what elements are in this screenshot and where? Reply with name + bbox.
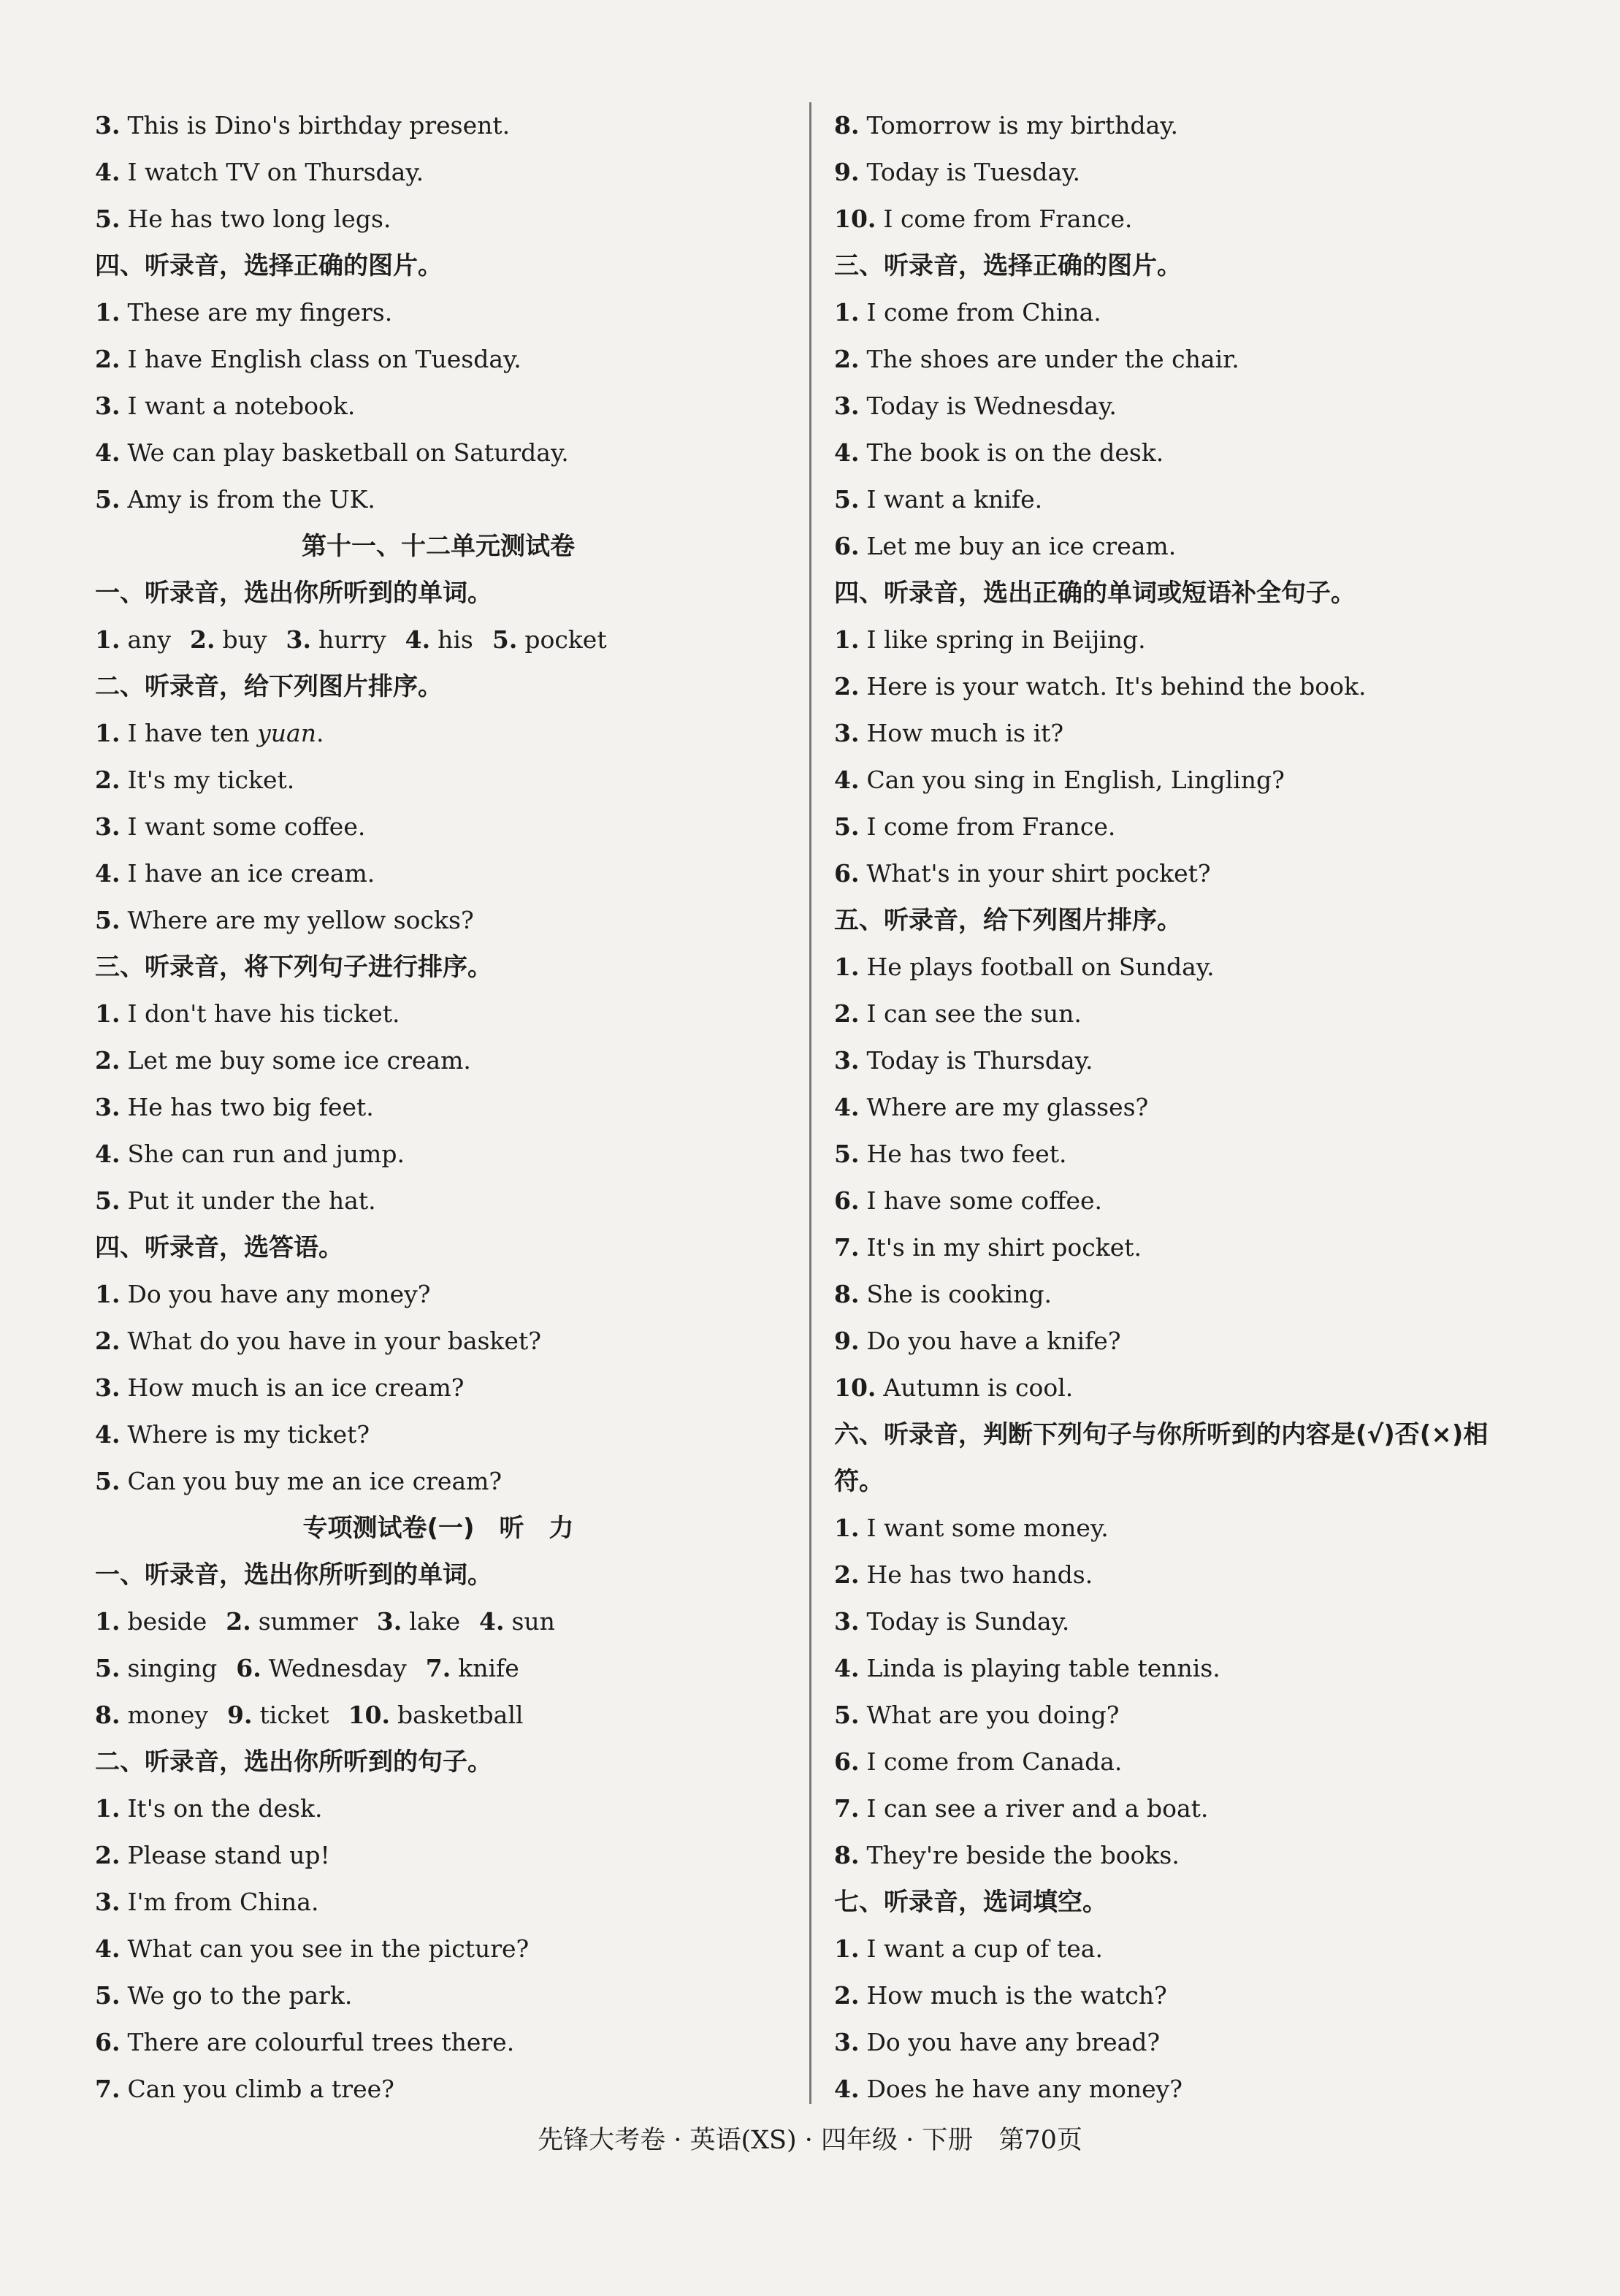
- item-text: Let me buy an ice cream.: [866, 532, 1177, 560]
- item-text: I can see a river and a boat.: [866, 1794, 1209, 1823]
- item-text: I watch TV on Thursday.: [127, 158, 424, 186]
- item-text: Wednesday: [268, 1654, 407, 1682]
- item-number: 5.: [95, 205, 121, 233]
- item-text: She can run and jump.: [127, 1140, 405, 1168]
- item-text: singing: [127, 1654, 218, 1682]
- list-item: [834, 2019, 1535, 2066]
- list-item: [834, 1552, 1535, 1598]
- list-item: [834, 196, 1535, 243]
- list-item: [834, 1037, 1535, 1084]
- list-item: [95, 1318, 782, 1365]
- left-block-2: [95, 289, 782, 523]
- section-heading: 四、听录音，选答语。: [95, 1233, 343, 1262]
- item-text: I'm from China.: [127, 1888, 319, 1916]
- list-item: [834, 757, 1535, 804]
- list-item: [834, 710, 1535, 757]
- word-item: [377, 1607, 460, 1636]
- item-text: Do you have a knife?: [866, 1327, 1121, 1355]
- item-number: 1.: [95, 298, 121, 327]
- word-item: [286, 625, 386, 654]
- list-item: [95, 2066, 782, 2113]
- item-number: 6.: [834, 1747, 860, 1776]
- item-text: I want a knife.: [866, 485, 1043, 514]
- list-item: [834, 1692, 1535, 1739]
- list-item: [834, 1318, 1535, 1365]
- item-number: 6.: [834, 1186, 860, 1215]
- right-block-4: [834, 944, 1535, 1411]
- item-number: 6.: [834, 859, 860, 888]
- item-text: I have an ice cream.: [127, 859, 375, 888]
- item-text: Can you sing in English, Lingling?: [866, 766, 1285, 794]
- unit-test-title: 第十一、十二单元测试卷: [302, 532, 575, 561]
- left-block-4: [95, 991, 782, 1224]
- item-text: We go to the park.: [127, 1981, 353, 2010]
- item-number: 5.: [95, 906, 121, 934]
- item-text: I don't have his ticket.: [127, 999, 400, 1028]
- item-text: Can you climb a tree?: [127, 2075, 394, 2103]
- item-number: 3.: [834, 2028, 860, 2056]
- item-text: What do you have in your basket?: [127, 1327, 541, 1355]
- item-text: Tomorrow is my birthday.: [866, 111, 1179, 140]
- item-text: The book is on the desk.: [866, 438, 1164, 467]
- item-text: Does he have any money?: [866, 2075, 1182, 2103]
- word-item: [479, 1607, 555, 1636]
- list-item: [834, 663, 1535, 710]
- item-text: I have ten: [127, 719, 250, 747]
- item-text: They're beside the books.: [866, 1841, 1180, 1869]
- list-item: [95, 1411, 782, 1458]
- item-number: 5.: [95, 1186, 121, 1215]
- list-item: [834, 1178, 1535, 1224]
- word-row: [95, 1598, 782, 1645]
- list-item: [95, 149, 782, 196]
- item-number: 5.: [834, 1140, 860, 1168]
- section-heading: 四、听录音，选择正确的图片。: [95, 251, 443, 281]
- item-number: 5.: [834, 812, 860, 841]
- item-number: 9.: [834, 158, 860, 186]
- item-number: 3.: [95, 1373, 121, 1402]
- item-text: buy: [222, 625, 267, 654]
- list-item: [834, 430, 1535, 476]
- item-number: 2.: [95, 1046, 121, 1075]
- list-item: [95, 102, 782, 149]
- word-item: [95, 1607, 207, 1636]
- item-number: 3.: [286, 625, 311, 654]
- list-item: [834, 336, 1535, 383]
- item-text: Linda is playing table tennis.: [866, 1654, 1220, 1682]
- word-item: [227, 1701, 329, 1729]
- item-number: 4.: [95, 1934, 121, 1963]
- item-text: money: [127, 1701, 209, 1729]
- list-item: [834, 617, 1535, 663]
- item-number: 4.: [834, 766, 860, 794]
- item-text: What can you see in the picture?: [127, 1934, 530, 1963]
- section-heading: 二、听录音，选出你所听到的句子。: [95, 1747, 492, 1777]
- item-number: 6.: [834, 532, 860, 560]
- item-text: I want a notebook.: [127, 392, 356, 420]
- item-number: 8.: [834, 1280, 860, 1308]
- item-text: summer: [258, 1607, 358, 1636]
- item-text: I come from China.: [866, 298, 1101, 327]
- item-number: 3.: [95, 392, 121, 420]
- item-number: 1.: [834, 298, 860, 327]
- item-text: I come from France.: [866, 812, 1116, 841]
- item-text: Here is your watch. It's behind the book.: [866, 672, 1367, 701]
- item-number: 7.: [834, 1794, 860, 1823]
- list-item: [834, 149, 1535, 196]
- list-item: [834, 289, 1535, 336]
- item-number: 5.: [834, 1701, 860, 1729]
- item-text: Where are my glasses?: [866, 1093, 1149, 1121]
- section-heading: 二、听录音，给下列图片排序。: [95, 672, 443, 701]
- item-text: Today is Thursday.: [866, 1046, 1093, 1075]
- list-item: [95, 897, 782, 944]
- list-item: [95, 1972, 782, 2019]
- item-text: He has two hands.: [866, 1560, 1093, 1589]
- list-item: [95, 850, 782, 897]
- item-text: Do you have any money?: [127, 1280, 431, 1308]
- item-text: I come from Canada.: [866, 1747, 1123, 1776]
- list-item: [834, 2066, 1535, 2113]
- item-number: 2.: [95, 766, 121, 794]
- right-block-1: [834, 102, 1535, 243]
- item-text: sun: [511, 1607, 555, 1636]
- item-number: 5.: [95, 485, 121, 514]
- item-text-italic: yuan: [257, 719, 316, 747]
- section-heading: 三、听录音，将下列句子进行排序。: [95, 953, 492, 982]
- item-text: hurry: [318, 625, 386, 654]
- special-test-title: 专项测试卷(一) 听 力: [302, 1514, 574, 1543]
- item-number: 4.: [834, 1093, 860, 1121]
- item-number: 5.: [95, 1981, 121, 2010]
- list-item: [95, 2019, 782, 2066]
- section-heading: 三、听录音，选择正确的图片。: [834, 251, 1182, 281]
- item-text: I have some coffee.: [866, 1186, 1103, 1215]
- item-number: 10.: [834, 205, 876, 233]
- list-item: [834, 1832, 1535, 1879]
- right-block-5: [834, 1505, 1535, 1879]
- item-number: 4.: [95, 859, 121, 888]
- section-heading: 六、听录音，判断下列句子与你所听到的内容是(√)否(×)相符。: [834, 1420, 1489, 1496]
- item-text: Can you buy me an ice cream?: [127, 1467, 503, 1495]
- item-number: 7.: [95, 2075, 121, 2103]
- item-text: Today is Sunday.: [866, 1607, 1070, 1636]
- left-block-3: [95, 757, 782, 944]
- list-item: [834, 1084, 1535, 1131]
- item-text: beside: [127, 1607, 207, 1636]
- word-item: [236, 1654, 407, 1682]
- list-item: [95, 1178, 782, 1224]
- item-text: There are colourful trees there.: [127, 2028, 515, 2056]
- item-text: It's in my shirt pocket.: [866, 1233, 1142, 1262]
- item-number: 2.: [834, 345, 860, 373]
- item-text: How much is an ice cream?: [127, 1373, 465, 1402]
- right-block-3: [834, 617, 1535, 897]
- item-text: These are my fingers.: [127, 298, 393, 327]
- section-heading: 七、听录音，选词填空。: [834, 1888, 1107, 1917]
- item-text: He has two big feet.: [127, 1093, 374, 1121]
- item-text: This is Dino's birthday present.: [127, 111, 511, 140]
- list-item: [834, 850, 1535, 897]
- item-number: 5.: [492, 625, 518, 654]
- section-heading: 一、听录音，选出你所听到的单词。: [95, 1560, 492, 1590]
- list-item: [95, 1785, 782, 1832]
- item-number: 3.: [95, 1888, 121, 1916]
- item-number: 8.: [834, 1841, 860, 1869]
- item-number: 1.: [95, 1607, 121, 1636]
- item-text: lake: [409, 1607, 460, 1636]
- item-number: 1.: [834, 1514, 860, 1542]
- item-number: 9.: [834, 1327, 860, 1355]
- section-heading: 四、听录音，选出正确的单词或短语补全句子。: [834, 579, 1356, 608]
- left-block-6: [95, 1785, 782, 2113]
- item-number: 1.: [834, 953, 860, 981]
- item-number: 6.: [95, 2028, 121, 2056]
- item-number: 8.: [95, 1701, 121, 1729]
- item-text: Today is Tuesday.: [866, 158, 1080, 186]
- item-number: 3.: [95, 812, 121, 841]
- item-number: 3.: [834, 719, 860, 747]
- item-number: 5.: [834, 485, 860, 514]
- list-item: [834, 944, 1535, 991]
- list-item: [95, 1037, 782, 1084]
- item-number: 2.: [834, 1560, 860, 1589]
- item-number: 1.: [95, 1794, 121, 1823]
- list-item: [95, 1365, 782, 1411]
- list-item: [834, 383, 1535, 430]
- right-column: [834, 102, 1535, 2113]
- right-block-2: [834, 289, 1535, 570]
- word-item: [95, 1701, 208, 1729]
- list-item: [95, 1926, 782, 1972]
- item-text: I come from France.: [883, 205, 1133, 233]
- word-item: [95, 1654, 217, 1682]
- list-item: [95, 383, 782, 430]
- item-text: How much is the watch?: [866, 1981, 1167, 2010]
- list-item: [95, 1832, 782, 1879]
- list-item: [95, 1271, 782, 1318]
- list-item: [95, 1084, 782, 1131]
- item-number: 4.: [834, 438, 860, 467]
- item-number: 5.: [95, 1654, 121, 1682]
- item-text: ticket: [259, 1701, 329, 1729]
- left-block-5: [95, 1271, 782, 1505]
- item-text: She is cooking.: [866, 1280, 1052, 1308]
- list-item: [834, 1598, 1535, 1645]
- item-text: What are you doing?: [866, 1701, 1120, 1729]
- item-text: I want some coffee.: [127, 812, 366, 841]
- list-item: [95, 336, 782, 383]
- list-item: [834, 1131, 1535, 1178]
- item-text: He has two long legs.: [127, 205, 391, 233]
- item-text: Do you have any bread?: [866, 2028, 1161, 2056]
- list-item: [834, 804, 1535, 850]
- list-item: [834, 1505, 1535, 1552]
- word-item: [426, 1654, 519, 1682]
- word-item: [492, 625, 607, 654]
- item-text: Where is my ticket?: [127, 1420, 370, 1449]
- item-number: 2.: [834, 672, 860, 701]
- list-item: [95, 430, 782, 476]
- item-text: Autumn is cool.: [883, 1373, 1074, 1402]
- list-item: [834, 1926, 1535, 1972]
- word-row: [95, 1692, 782, 1739]
- item-number: 5.: [95, 1467, 121, 1495]
- list-item: [834, 1739, 1535, 1785]
- item-text: He has two feet.: [866, 1140, 1067, 1168]
- item-number: 9.: [227, 1701, 253, 1729]
- item-number: 1.: [95, 719, 121, 747]
- item-text: pocket: [524, 625, 607, 654]
- item-text: I can see the sun.: [866, 999, 1082, 1028]
- item-number: 3.: [834, 392, 860, 420]
- item-number: 4.: [95, 1420, 121, 1449]
- item-text: I have English class on Tuesday.: [127, 345, 521, 373]
- item-number: 3.: [95, 111, 121, 140]
- item-text: I want a cup of tea.: [866, 1934, 1103, 1963]
- item-text: We can play basketball on Saturday.: [127, 438, 569, 467]
- word-item: [348, 1701, 524, 1729]
- item-number: 4.: [834, 1654, 860, 1682]
- list-item: [834, 1271, 1535, 1318]
- item-text: Amy is from the UK.: [127, 485, 375, 514]
- left-column: [95, 102, 782, 2113]
- word-item: [190, 625, 267, 654]
- item-number: 10.: [834, 1373, 876, 1402]
- item-number: 2.: [834, 999, 860, 1028]
- item-text: I want some money.: [866, 1514, 1109, 1542]
- word-item: [95, 625, 171, 654]
- item-number: 1.: [95, 1280, 121, 1308]
- item-text: any: [127, 625, 172, 654]
- item-text: Please stand up!: [127, 1841, 330, 1869]
- item-number: 1.: [95, 625, 121, 654]
- list-item: [834, 1785, 1535, 1832]
- item-text: The shoes are under the chair.: [866, 345, 1239, 373]
- list-item: [95, 196, 782, 243]
- list-item: [95, 289, 782, 336]
- item-text: He plays football on Sunday.: [866, 953, 1215, 981]
- item-text: It's my ticket.: [127, 766, 295, 794]
- item-number: 2.: [95, 1327, 121, 1355]
- section-heading: 五、听录音，给下列图片排序。: [834, 906, 1182, 935]
- item-text: It's on the desk.: [127, 1794, 323, 1823]
- list-item: [834, 523, 1535, 570]
- column-divider: [809, 102, 811, 2104]
- item-number: 8.: [834, 111, 860, 140]
- item-number: 1.: [834, 625, 860, 654]
- item-number: 1.: [834, 1934, 860, 1963]
- item-text: basketball: [397, 1701, 524, 1729]
- item-number: 4.: [95, 158, 121, 186]
- word-item: [405, 625, 473, 654]
- item-text: Where are my yellow socks?: [127, 906, 474, 934]
- item-number: 4.: [405, 625, 431, 654]
- word-item: [226, 1607, 358, 1636]
- list-item: [834, 1224, 1535, 1271]
- item-text: his: [438, 625, 473, 654]
- list-item: [834, 1645, 1535, 1692]
- page-footer: 先锋大考卷 · 英语(XS) · 四年级 · 下册 第70页: [538, 2126, 1082, 2155]
- item-number: 4.: [834, 2075, 860, 2103]
- right-block-6: [834, 1926, 1535, 2113]
- item-text: Today is Wednesday.: [866, 392, 1117, 420]
- item-number: 3.: [95, 1093, 121, 1121]
- item-number: 3.: [834, 1607, 860, 1636]
- item-text: What's in your shirt pocket?: [866, 859, 1211, 888]
- item-number: 2.: [834, 1981, 860, 2010]
- item-text: How much is it?: [866, 719, 1064, 747]
- list-item: [95, 1879, 782, 1926]
- list-item: [834, 102, 1535, 149]
- item-number: 1.: [95, 999, 121, 1028]
- list-item: [834, 1972, 1535, 2019]
- list-item: [95, 1131, 782, 1178]
- item-number: 2.: [226, 1607, 251, 1636]
- item-text: knife: [458, 1654, 519, 1682]
- list-item: [95, 757, 782, 804]
- list-item: [834, 1365, 1535, 1411]
- list-item: [834, 991, 1535, 1037]
- left-block-1: [95, 102, 782, 243]
- item-number: 6.: [236, 1654, 261, 1682]
- list-item: [95, 991, 782, 1037]
- item-number: 4.: [95, 1140, 121, 1168]
- section-heading: 一、听录音，选出你所听到的单词。: [95, 579, 492, 608]
- list-item: [95, 476, 782, 523]
- item-text: I like spring in Beijing.: [866, 625, 1146, 654]
- item-number: 2.: [190, 625, 215, 654]
- item-number: 2.: [95, 1841, 121, 1869]
- word-row: [95, 617, 782, 663]
- item-number: 2.: [95, 345, 121, 373]
- item-text: Put it under the hat.: [127, 1186, 376, 1215]
- item-number: 7.: [834, 1233, 860, 1262]
- list-item: [834, 476, 1535, 523]
- item-number: 3.: [376, 1607, 402, 1636]
- word-row: [95, 1645, 782, 1692]
- list-item: 1. I have ten yuan.: [95, 719, 324, 747]
- item-number: 4.: [479, 1607, 505, 1636]
- list-item: [95, 1458, 782, 1505]
- list-item: [95, 804, 782, 850]
- item-number: 7.: [425, 1654, 451, 1682]
- item-text: Let me buy some ice cream.: [127, 1046, 471, 1075]
- item-number: 3.: [834, 1046, 860, 1075]
- item-number: 4.: [95, 438, 121, 467]
- item-number: 10.: [348, 1701, 391, 1729]
